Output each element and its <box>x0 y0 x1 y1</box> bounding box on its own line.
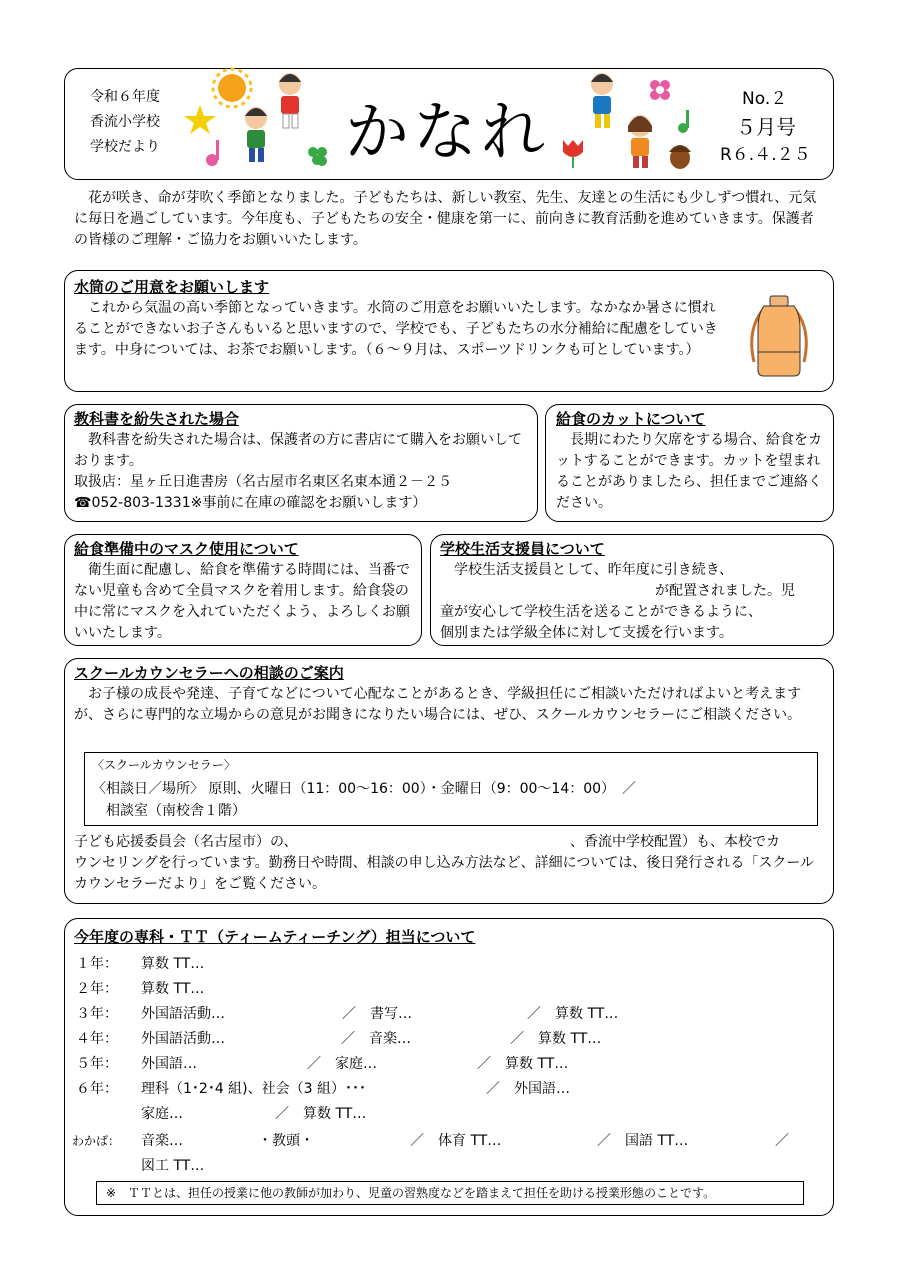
tt-cell: ／ 書写… <box>342 1006 412 1022</box>
tt-cell: ／ 外国語… <box>486 1081 570 1097</box>
counselor-footer-rest: ウンセリングを行っています。勤務日や時間、相談の申し込み方法など、詳細については、後日発行される「スクールカウンセラーだより」をご覧ください。 <box>74 855 815 892</box>
tt-title: 今年度の専科・ＴＴ（ティームティーチング）担当について <box>74 928 476 946</box>
support-line-2: が配置されました。児 <box>655 583 795 599</box>
support-title: 学校生活支援員について <box>440 540 605 558</box>
tt-cell: 外国語… <box>141 1056 197 1072</box>
music-note-green-icon <box>678 110 689 133</box>
header-school: 香流小学校 <box>90 114 160 130</box>
tt-cell: 図工 TT… <box>141 1158 205 1174</box>
tt-cell: ／ 算数 TT… <box>527 1006 619 1022</box>
music-note-icon <box>206 140 219 166</box>
water-bottle-icon <box>744 292 814 382</box>
child-center-icon <box>279 73 301 128</box>
intro-text: 花が咲き、命が芽吹く季節となりました。子どもたちは、新しい教室、先生、友達との生活にも少しずつ慣れ、元気に毎日を過ごしています。今年度も、子どもたちの安全・健康を第一に、前向きに教育活動を進めていきます。保護者の皆様のご理解・ご協力をお願いいたします。 <box>74 190 817 248</box>
textbook-store: 取扱店：星ヶ丘日進書房（名古屋市名東区名東本通２－２５ <box>74 474 452 490</box>
acorn-icon <box>669 145 691 169</box>
counselor-box-line-2: 相談室（南校舎１階） <box>106 803 246 819</box>
counselor-body: お子様の成長や発達、子育てなどについて心配なことがあるとき、学級担任にご相談いただければよいと考えますが、さらに専門的な立場からの意見がお聞きになりたい場合には、ぜひ、スクールカウンセラーにご相談ください。 <box>74 686 802 723</box>
newsletter-title: かなれ <box>345 96 549 170</box>
tt-cell: 音楽… <box>141 1133 183 1149</box>
tt-cell: ／ <box>775 1133 789 1149</box>
tt-cell: 理科（1･2･4 組)、社会（3 組）･･･ <box>141 1081 366 1097</box>
counselor-title: スクールカウンセラーへの相談のご案内 <box>74 664 344 682</box>
lunch-cut-body: 長期にわたり欠席をする場合、給食をカットすることができます。カットを望まれることがありましたら、担任までご連絡ください。 <box>556 432 822 511</box>
issue-number: No.２ <box>742 89 788 109</box>
lunch-cut-title: 給食のカットについて <box>556 410 706 428</box>
support-line-1: 学校生活支援員として、昨年度に引き続き、 <box>454 562 734 578</box>
tt-grade-6: ６年： <box>76 1081 118 1097</box>
tt-cell: 家庭… <box>141 1106 183 1122</box>
support-line-3: 童が安心して学校生活を送ることができるように、 <box>440 604 762 620</box>
tt-grade-1: １年： <box>76 956 118 972</box>
mask-body: 衛生面に配慮し、給食を準備する時間には、当番でない児童も含めて全員マスクを着用します。給食袋の中に常にマスクを入れていただくよう、よろしくお願いいたします。 <box>74 562 410 641</box>
tt-cell: 算数 TT… <box>141 956 205 972</box>
child-right-icon <box>591 73 613 128</box>
tt-grade-3: ３年： <box>76 1006 118 1022</box>
counselor-footer-a: 子ども応援委員会（名古屋市）の、 <box>74 834 298 850</box>
tt-cell: ／ 算数 TT… <box>510 1031 602 1047</box>
counselor-box-line-1: 〈相談日／場所〉 原則、火曜日（11：00～16：00）・金曜日（9：00～14：00） ／ <box>92 781 637 797</box>
textbook-phone: ☎052-803-1331※事前に在庫の確認をお願いします） <box>74 495 427 511</box>
tulip-icon <box>563 140 583 168</box>
sun-icon <box>213 69 251 107</box>
water-title: 水筒のご用意をお願いします <box>74 278 270 296</box>
issue-date: R６.４.２５ <box>720 145 811 165</box>
header-type: 学校だより <box>90 139 160 155</box>
tt-cell: ／ 国語 TT… <box>597 1133 689 1149</box>
tt-cell: ／ 家庭… <box>307 1056 377 1072</box>
support-line-4: 個別または学級全体に対して支援を行います。 <box>440 625 733 641</box>
tt-cell: 外国語活動… <box>141 1006 225 1022</box>
tt-cell: ／ 音楽… <box>341 1031 411 1047</box>
counselor-footer-b: 、香流中学校配置）も、本校でカ <box>570 834 780 850</box>
tt-cell: ／ 算数 TT… <box>477 1056 569 1072</box>
flower-icon <box>650 80 670 100</box>
mask-title: 給食準備中のマスク使用について <box>74 540 299 558</box>
header-era: 令和６年度 <box>90 89 160 105</box>
textbook-body: 教科書を紛失された場合は、保護者の方に書店にて購入をお願いしております。 <box>74 432 522 469</box>
child-left-icon <box>245 107 267 162</box>
tt-cell: ・教頭・ <box>258 1133 314 1149</box>
tt-cell: ／ 体育 TT… <box>410 1133 502 1149</box>
tt-grade-4: ４年： <box>76 1031 118 1047</box>
clover-icon <box>308 147 327 166</box>
tt-cell: 外国語活動… <box>141 1031 225 1047</box>
tt-cell: ／ 算数 TT… <box>275 1106 367 1122</box>
counselor-box-label: 〈スクールカウンセラー〉 <box>92 758 236 772</box>
tt-grade-wakaba: わかば： <box>72 1134 121 1148</box>
tt-note: ※ ＴＴとは、担任の授業に他の教師が加わり、児童の習熟度などを踏まえて担任を助ける授業形態のことです。 <box>106 1186 716 1200</box>
textbook-title: 教科書を紛失された場合 <box>74 410 240 428</box>
tt-grade-2: ２年： <box>76 981 118 997</box>
water-body: これから気温の高い季節となっていきます。水筒のご用意をお願いいたします。なかなか暑さに慣れることができないお子さんもいると思いますので、学校でも、子どもたちの水分補給に配慮をしていきます。中身については、お茶でお願いします。（６～９月は、スポーツドリンクも可としています。） <box>74 300 718 358</box>
issue-month: ５月号 <box>736 115 796 139</box>
star-icon <box>184 105 216 134</box>
tt-grade-5: ５年： <box>76 1056 118 1072</box>
child-girl-icon <box>628 115 652 168</box>
tt-cell: 算数 TT… <box>141 981 205 997</box>
